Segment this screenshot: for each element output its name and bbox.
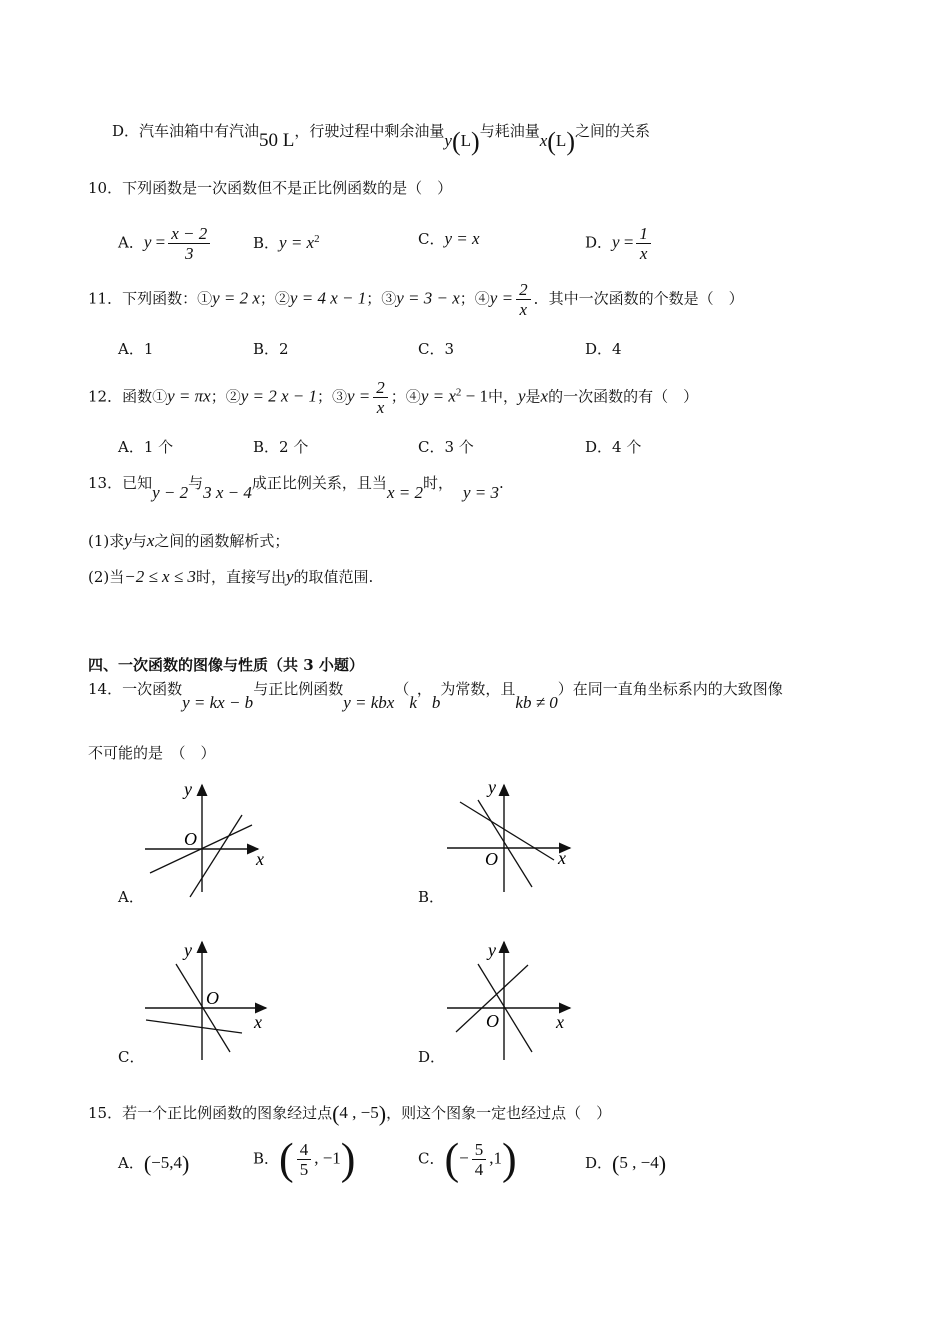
fraction: $\frac{5}{4}$	[472, 1140, 487, 1179]
x-label: x	[558, 848, 566, 868]
q14-stem-line2: 不可能的是 （ ）	[88, 744, 216, 762]
q11-option-c: C．3	[418, 340, 455, 358]
q12-option-b: B．2 个	[253, 438, 309, 456]
q12-option-d: D．4 个	[585, 438, 642, 456]
graph-b	[442, 775, 582, 900]
q12-option-a: A．1 个	[118, 438, 174, 456]
x-label: x	[556, 1012, 564, 1032]
q11-option-d: D．4	[585, 340, 622, 358]
q15-stem: 15．若一个正比例函数的图象经过点(4 , −5)，则这个图象一定也经过点（ ）	[88, 1101, 612, 1126]
q15-option-d: D．(5 , −4)	[585, 1151, 667, 1176]
fraction: $\frac{x - 2}{3}$	[168, 224, 210, 263]
y-label: y	[184, 940, 192, 960]
q10-stem: 10．下列函数是一次函数但不是正比例函数的是（ ）	[88, 179, 453, 197]
graph-line	[190, 815, 242, 897]
x-label: x	[256, 849, 264, 869]
fraction: $\frac{2}{x}$	[373, 378, 388, 417]
fraction: $\frac{1}{x}$	[636, 224, 651, 263]
q9-option-d: D．汽车油箱中有汽油50 L，行驶过程中剩余油量y(L)与耗油量x(L)之间的关系	[112, 122, 650, 156]
q13-stem: 13．已知y − 2与3 x − 4成正比例关系，且当x = 2时， y = 3.	[88, 474, 504, 502]
x-label: x	[254, 1012, 262, 1032]
origin-label: O	[206, 988, 219, 1008]
q13-part-2: (2)当−2 ≤ x ≤ 3时，直接写出y的取值范围.	[88, 567, 374, 586]
graph-d	[442, 938, 582, 1063]
q11-stem: 11．下列函数：①y = 2 x；②y = 4 x − 1；③y = 3 − x；④y = $\frac{2}{x}$ ．其中一次函数的个数是（ ）	[88, 280, 744, 319]
section-heading: 四、一次函数的图像与性质（共 3 小题）	[88, 656, 364, 674]
q12-stem: 12．函数①y = πx；②y = 2 x − 1；③y = $\frac{2}{x}$ ；④y = $x^2 - 1$中，y是x的一次函数的有（ ）	[88, 378, 699, 417]
fraction: $\frac{4}{5}$	[297, 1140, 312, 1179]
graph-d-label: D．	[418, 1048, 446, 1066]
q10-option-b: B．$y = x^2$	[253, 233, 320, 252]
graph-line	[146, 1020, 242, 1033]
q15-option-b: B．( $\frac{4}{5}$ , −1)	[253, 1134, 356, 1184]
q15-option-a: A．(−5,4)	[118, 1151, 190, 1176]
y-label: y	[184, 779, 192, 799]
origin-label: O	[485, 849, 498, 869]
graph-a-label: A．	[118, 888, 144, 906]
q11-option-b: B．2	[253, 340, 289, 358]
q13-part-1: (1)求y与x之间的函数解析式；	[88, 531, 290, 550]
graph-c	[140, 938, 280, 1063]
origin-label: O	[486, 1011, 499, 1031]
origin-label: O	[184, 829, 197, 849]
graph-line	[460, 802, 554, 860]
q10-option-c: C．y = x	[418, 229, 480, 248]
q11-option-a: A．1	[118, 340, 154, 358]
q10-option-a: A．y = $\frac{x - 2}{3}$	[118, 224, 213, 263]
q10-option-d: D．y = $\frac{1}{x}$	[585, 224, 654, 263]
graph-line	[478, 800, 532, 887]
q14-stem: 14．一次函数y = kx − b与正比例函数y = kbx（k，b为常数，且kb ≠ 0）在同一直角坐标系内的大致图像	[88, 680, 783, 712]
graph-a	[140, 775, 280, 900]
q15-option-c: C．(− $\frac{5}{4}$ ,1)	[418, 1134, 517, 1184]
q12-option-c: C．3 个	[418, 438, 474, 456]
fraction: $\frac{2}{x}$	[516, 280, 531, 319]
y-label: y	[488, 777, 496, 797]
graph-b-label: B．	[418, 888, 445, 906]
y-label: y	[488, 940, 496, 960]
graph-c-label: C．	[118, 1048, 145, 1066]
